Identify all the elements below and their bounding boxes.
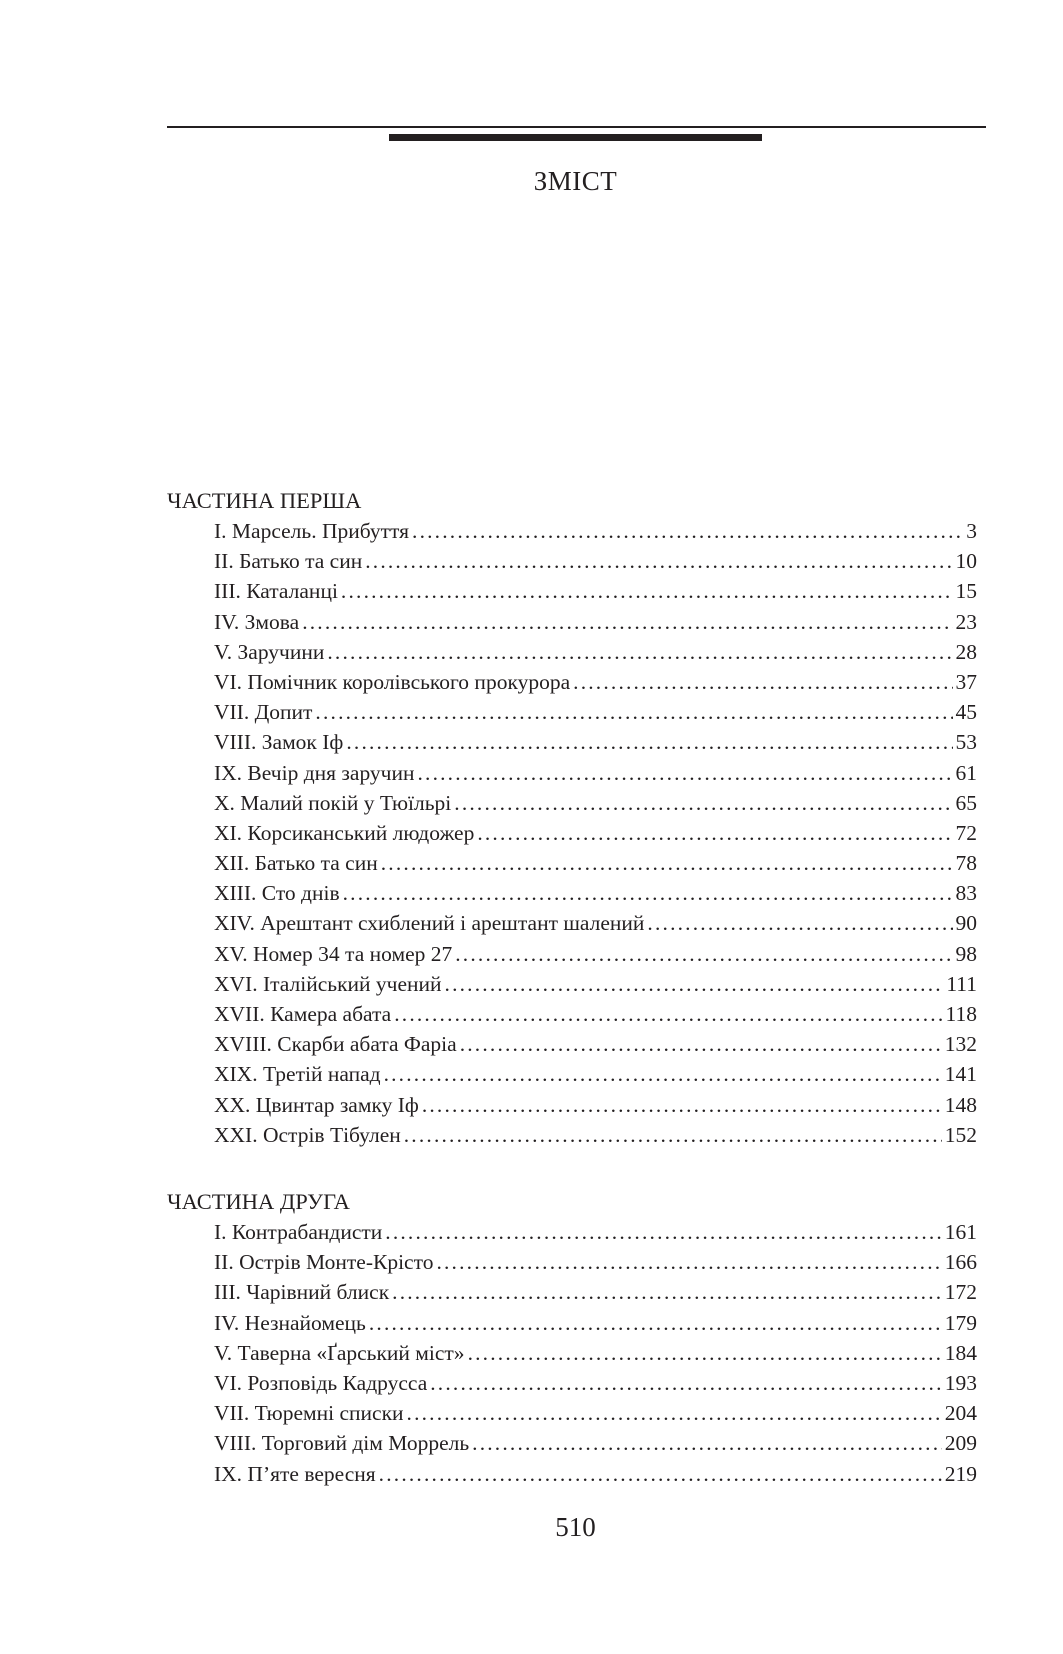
entry-title: VI. Помічник королівського прокурора xyxy=(214,669,571,694)
toc-entry[interactable] xyxy=(167,607,977,637)
toc-entry[interactable] xyxy=(167,818,977,848)
dot-leader xyxy=(417,758,952,788)
entry-page: 219 xyxy=(944,1461,977,1486)
toc-entry[interactable] xyxy=(167,637,977,667)
entry-page: 118 xyxy=(945,1002,977,1026)
dot-leader xyxy=(341,576,953,606)
dot-leader xyxy=(384,1059,942,1089)
entry-title: XI. Корсиканський людожер xyxy=(214,820,475,845)
entry-title: IX. П’яте вересня xyxy=(214,1461,376,1486)
dot-leader xyxy=(454,788,952,818)
top-rule-thin xyxy=(167,126,986,128)
toc-entry[interactable] xyxy=(167,667,977,697)
entry-page: 10 xyxy=(955,549,977,574)
dot-leader xyxy=(647,908,952,938)
dot-leader xyxy=(381,848,953,878)
entry-title: VII. Допит xyxy=(214,700,313,725)
dot-leader xyxy=(302,607,952,637)
toc-entry[interactable] xyxy=(167,969,977,999)
entry-title: VII. Тюремні списки xyxy=(214,1401,404,1426)
dot-leader xyxy=(455,939,952,969)
dot-leader xyxy=(412,516,963,546)
dot-leader xyxy=(477,818,952,848)
entry-page: 148 xyxy=(944,1092,977,1117)
entry-title: III. Чарівний блиск xyxy=(214,1280,390,1305)
entry-page: 61 xyxy=(955,760,977,785)
dot-leader xyxy=(394,999,942,1029)
entry-title: V. Заручини xyxy=(214,639,325,664)
toc-entry[interactable] xyxy=(167,697,977,727)
toc-part-2 xyxy=(167,1187,977,1489)
toc-entry[interactable] xyxy=(167,788,977,818)
dot-leader xyxy=(379,1459,942,1489)
toc-entry[interactable] xyxy=(167,1247,977,1277)
entry-page: 111 xyxy=(946,971,977,996)
entry-page: 179 xyxy=(944,1310,977,1335)
dot-leader xyxy=(315,697,952,727)
toc-entry[interactable] xyxy=(167,1398,977,1428)
entry-page: 141 xyxy=(944,1062,977,1087)
dot-leader xyxy=(343,878,953,908)
toc-entry-list xyxy=(167,516,977,1150)
toc-entry[interactable] xyxy=(167,1308,977,1338)
toc-entry[interactable] xyxy=(167,1120,977,1150)
dot-leader xyxy=(445,969,944,999)
entry-title: XIV. Арештант схиблений і арештант шалений xyxy=(214,911,645,936)
toc-entry[interactable] xyxy=(167,1217,977,1247)
entry-title: XVIII. Скарби абата Фаріа xyxy=(214,1032,457,1057)
dot-leader xyxy=(346,727,952,757)
toc-entry[interactable] xyxy=(167,546,977,576)
dot-leader xyxy=(407,1398,942,1428)
dot-leader xyxy=(573,667,952,697)
entry-page: 193 xyxy=(944,1370,977,1395)
entry-page: 83 xyxy=(955,881,977,906)
entry-page: 172 xyxy=(944,1280,977,1305)
entry-page: 28 xyxy=(955,639,977,664)
part-heading: ЧАСТИНА ПЕРША xyxy=(167,488,362,513)
toc-entry[interactable] xyxy=(167,1029,977,1059)
toc-entry[interactable] xyxy=(167,758,977,788)
entry-page: 23 xyxy=(955,609,977,634)
dot-leader xyxy=(436,1247,941,1277)
toc-entry[interactable] xyxy=(167,1338,977,1368)
entry-title: XII. Батько та син xyxy=(214,851,378,876)
entry-page: 166 xyxy=(944,1250,977,1275)
toc-entry[interactable] xyxy=(167,1459,977,1489)
toc-entry[interactable] xyxy=(167,576,977,606)
toc-entry[interactable] xyxy=(167,999,977,1029)
entry-title: X. Малий покій у Тюїльрі xyxy=(214,790,452,815)
entry-page: 53 xyxy=(955,730,977,755)
entry-title: II. Батько та син xyxy=(214,549,363,574)
dot-leader xyxy=(365,546,952,576)
page-title: ЗМІСТ xyxy=(533,166,618,196)
entry-title: XIX. Третій напад xyxy=(214,1062,381,1087)
toc-entry[interactable] xyxy=(167,848,977,878)
toc-entry[interactable] xyxy=(167,1090,977,1120)
dot-leader xyxy=(327,637,952,667)
entry-title: II. Острів Монте-Крісто xyxy=(214,1250,434,1275)
toc-entry[interactable] xyxy=(167,878,977,908)
toc-entry[interactable] xyxy=(167,1277,977,1307)
dot-leader xyxy=(422,1090,942,1120)
dot-leader xyxy=(430,1368,942,1398)
entry-page: 209 xyxy=(944,1431,977,1456)
toc-entry[interactable] xyxy=(167,1368,977,1398)
entry-title: V. Таверна «Ґарський міст» xyxy=(214,1340,465,1365)
entry-title: III. Каталанці xyxy=(214,579,338,604)
dot-leader xyxy=(392,1277,942,1307)
entry-page: 152 xyxy=(944,1122,977,1147)
entry-title: XX. Цвинтар замку Іф xyxy=(214,1092,419,1117)
entry-title: XIII. Сто днів xyxy=(214,881,340,906)
toc-entry[interactable] xyxy=(167,727,977,757)
part-heading: ЧАСТИНА ДРУГА xyxy=(167,1189,350,1214)
dot-leader xyxy=(468,1338,942,1368)
entry-title: IX. Вечір дня заручин xyxy=(214,760,415,785)
entry-title: XVII. Камера абата xyxy=(214,1002,392,1026)
entry-page: 90 xyxy=(955,911,977,936)
entry-page: 3 xyxy=(966,519,977,543)
toc-entry-list xyxy=(167,1217,977,1489)
entry-page: 204 xyxy=(944,1401,977,1426)
dot-leader xyxy=(404,1120,942,1150)
top-rule-thick xyxy=(389,134,762,141)
entry-title: VI. Розповідь Кадрусса xyxy=(214,1370,428,1395)
entry-title: VIII. Торговий дім Моррель xyxy=(214,1431,470,1456)
entry-page: 65 xyxy=(955,790,977,815)
toc-entry[interactable] xyxy=(167,516,977,546)
dot-leader xyxy=(472,1428,942,1458)
toc-entry[interactable] xyxy=(167,908,977,938)
toc-part-1 xyxy=(167,486,977,1150)
toc-entry[interactable] xyxy=(167,939,977,969)
entry-title: XVI. Італійський учений xyxy=(214,971,442,996)
entry-page: 37 xyxy=(955,669,977,694)
entry-title: XV. Номер 34 та номер 27 xyxy=(214,941,453,966)
entry-page: 72 xyxy=(955,820,977,845)
entry-page: 161 xyxy=(944,1220,977,1244)
entry-page: 45 xyxy=(955,700,977,725)
entry-page: 15 xyxy=(955,579,977,604)
toc-entry[interactable] xyxy=(167,1428,977,1458)
page-number: 510 xyxy=(555,1512,596,1542)
toc-entry[interactable] xyxy=(167,1059,977,1089)
entry-title: I. Марсель. Прибуття xyxy=(214,519,410,543)
entry-title: IV. Незнайомець xyxy=(214,1310,366,1335)
entry-page: 98 xyxy=(955,941,977,966)
entry-title: XXI. Острів Тібулен xyxy=(214,1122,401,1147)
entry-page: 78 xyxy=(955,851,977,876)
dot-leader xyxy=(369,1308,942,1338)
entry-page: 184 xyxy=(944,1340,977,1365)
dot-leader xyxy=(385,1217,941,1247)
dot-leader xyxy=(460,1029,942,1059)
entry-title: IV. Змова xyxy=(214,609,300,634)
entry-title: VIII. Замок Іф xyxy=(214,730,344,755)
entry-title: I. Контрабандисти xyxy=(214,1220,383,1244)
entry-page: 132 xyxy=(944,1032,977,1057)
